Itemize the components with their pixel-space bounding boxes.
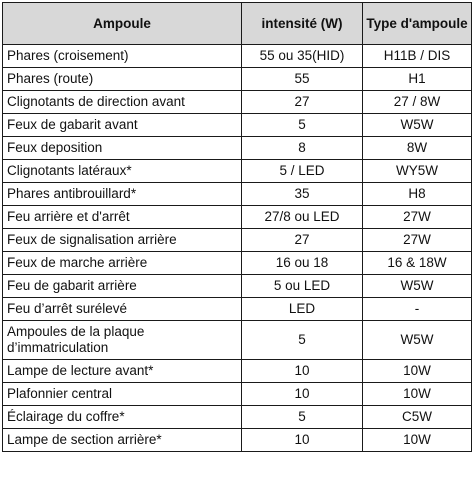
bulb-type-cell: H8 — [363, 183, 472, 206]
header-bulb: Ampoule — [3, 3, 242, 45]
table-row — [3, 298, 472, 321]
wattage-cell: 10 — [242, 429, 363, 452]
bulb-type-cell: W5W — [363, 275, 472, 298]
bulb-name-cell: Phares (route) — [3, 68, 242, 91]
wattage-cell: LED — [242, 298, 363, 321]
bulb-name-cell: Feux de gabarit avant — [3, 114, 242, 137]
table-row — [3, 68, 472, 91]
bulb-type-cell: 10W — [363, 383, 472, 406]
table-row — [3, 45, 472, 68]
bulb-type-cell: 10W — [363, 360, 472, 383]
bulb-name-cell: Lampe de lecture avant* — [3, 360, 242, 383]
bulb-name-cell: Phares (croisement) — [3, 45, 242, 68]
bulb-type-cell: 27W — [363, 229, 472, 252]
bulb-name-cell: Feu arrière et d'arrêt — [3, 206, 242, 229]
header-bulb-type: Type d'ampoule — [363, 3, 472, 45]
bulb-type-cell: W5W — [363, 321, 472, 360]
wattage-cell: 5 — [242, 114, 363, 137]
table-row — [3, 252, 472, 275]
header-wattage: intensité (W) — [242, 3, 363, 45]
bulb-name-cell: Ampoules de la plaque d’immatriculation — [3, 321, 242, 360]
wattage-cell: 5 / LED — [242, 160, 363, 183]
bulb-name-cell: Phares antibrouillard* — [3, 183, 242, 206]
bulb-name-cell: Clignotants de direction avant — [3, 91, 242, 114]
wattage-cell: 35 — [242, 183, 363, 206]
wattage-cell: 27 — [242, 91, 363, 114]
bulb-type-cell: 8W — [363, 137, 472, 160]
table-row — [3, 137, 472, 160]
table-row — [3, 275, 472, 298]
wattage-cell: 27 — [242, 229, 363, 252]
bulb-name-cell: Éclairage du coffre* — [3, 406, 242, 429]
bulb-name-cell: Feux deposition — [3, 137, 242, 160]
table-row — [3, 206, 472, 229]
table-row — [3, 160, 472, 183]
bulb-type-cell: H1 — [363, 68, 472, 91]
table-header-row — [3, 3, 472, 45]
table-row — [3, 183, 472, 206]
bulb-type-cell: 10W — [363, 429, 472, 452]
table-row — [3, 383, 472, 406]
wattage-cell: 55 ou 35(HID) — [242, 45, 363, 68]
bulb-name-cell: Feux de signalisation arrière — [3, 229, 242, 252]
table-row — [3, 429, 472, 452]
wattage-cell: 10 — [242, 383, 363, 406]
table-row — [3, 360, 472, 383]
wattage-cell: 16 ou 18 — [242, 252, 363, 275]
wattage-cell: 5 — [242, 406, 363, 429]
wattage-cell: 27/8 ou LED — [242, 206, 363, 229]
bulb-type-cell: C5W — [363, 406, 472, 429]
bulb-specification-table — [2, 2, 472, 452]
wattage-cell: 55 — [242, 68, 363, 91]
wattage-cell: 5 ou LED — [242, 275, 363, 298]
wattage-cell: 5 — [242, 321, 363, 360]
bulb-type-cell: 27W — [363, 206, 472, 229]
bulb-type-cell: 27 / 8W — [363, 91, 472, 114]
table-row — [3, 321, 472, 360]
bulb-type-cell: W5W — [363, 114, 472, 137]
table-row — [3, 91, 472, 114]
wattage-cell: 8 — [242, 137, 363, 160]
bulb-name-cell: Lampe de section arrière* — [3, 429, 242, 452]
bulb-type-cell: H11B / DIS — [363, 45, 472, 68]
bulb-table-container — [2, 2, 472, 452]
bulb-name-cell: Feu d’arrêt surélevé — [3, 298, 242, 321]
bulb-type-cell: 16 & 18W — [363, 252, 472, 275]
bulb-type-cell: WY5W — [363, 160, 472, 183]
table-row — [3, 114, 472, 137]
bulb-name-cell: Feux de marche arrière — [3, 252, 242, 275]
wattage-cell: 10 — [242, 360, 363, 383]
table-row — [3, 406, 472, 429]
bulb-type-cell: - — [363, 298, 472, 321]
bulb-name-cell: Feu de gabarit arrière — [3, 275, 242, 298]
bulb-name-cell: Clignotants latéraux* — [3, 160, 242, 183]
bulb-name-cell: Plafonnier central — [3, 383, 242, 406]
table-row — [3, 229, 472, 252]
